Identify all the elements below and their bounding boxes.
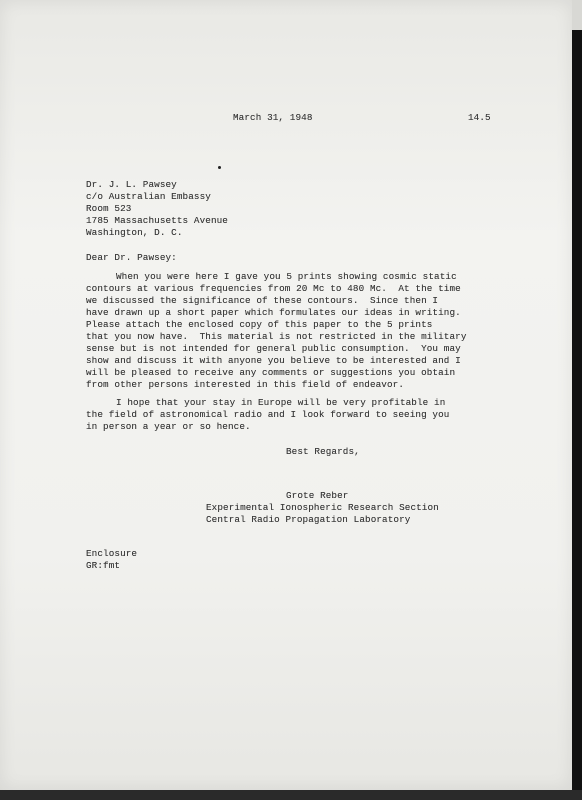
body-line: I hope that your stay in Europe will be very profitable in [116, 397, 446, 408]
recipient-name: Dr. J. L. Pawsey [86, 179, 177, 190]
body-paragraph-2 [86, 397, 449, 433]
signature-title: Experimental Ionospheric Research Section [206, 502, 439, 513]
scan-edge-right [572, 0, 582, 800]
body-paragraph-1 [86, 271, 467, 391]
body-line: from other persons interested in this field of endeavor. [86, 379, 405, 390]
body-line: Please attach the enclosed copy of this paper to the 5 prints [86, 319, 433, 330]
enclosure-note: Enclosure [86, 548, 138, 559]
body-line: we discussed the significance of these contours. Since then I [86, 295, 439, 306]
body-line: show and discuss it with anyone you believe to be interested and I [86, 355, 461, 366]
recipient-address-line: c/o Australian Embassy [86, 191, 211, 202]
signature-organization: Central Radio Propagation Laboratory [206, 514, 411, 525]
body-line: have drawn up a short paper which formulates our ideas in writing. [86, 307, 461, 318]
recipient-address-line: 1785 Massachusetts Avenue [86, 215, 228, 226]
body-line: in person a year or so hence. [86, 421, 251, 432]
body-line: that you now have. This material is not restricted in the military [86, 331, 467, 342]
recipient-address-line: Room 523 [86, 203, 132, 214]
signature-name: Grote Reber [286, 490, 349, 501]
body-line: contours at various frequencies from 20 Mc to 480 Mc. At the time [86, 283, 461, 294]
body-line: sense but is not intended for general public consumption. You may [86, 343, 461, 354]
letter-date: March 31, 1948 [233, 112, 313, 123]
scan-edge-bottom [0, 790, 582, 800]
closing: Best Regards, [286, 446, 360, 457]
salutation: Dear Dr. Pawsey: [86, 252, 177, 263]
file-number: 14.5 [468, 112, 491, 123]
ink-mark [218, 166, 221, 169]
reference-initials: GR:fmt [86, 560, 121, 571]
body-line: will be pleased to receive any comments or suggestions you obtain [86, 367, 456, 378]
body-line: the field of astronomical radio and I look forward to seeing you [86, 409, 450, 420]
recipient-address-line: Washington, D. C. [86, 227, 183, 238]
body-line: When you were here I gave you 5 prints showing cosmic static [116, 271, 457, 282]
